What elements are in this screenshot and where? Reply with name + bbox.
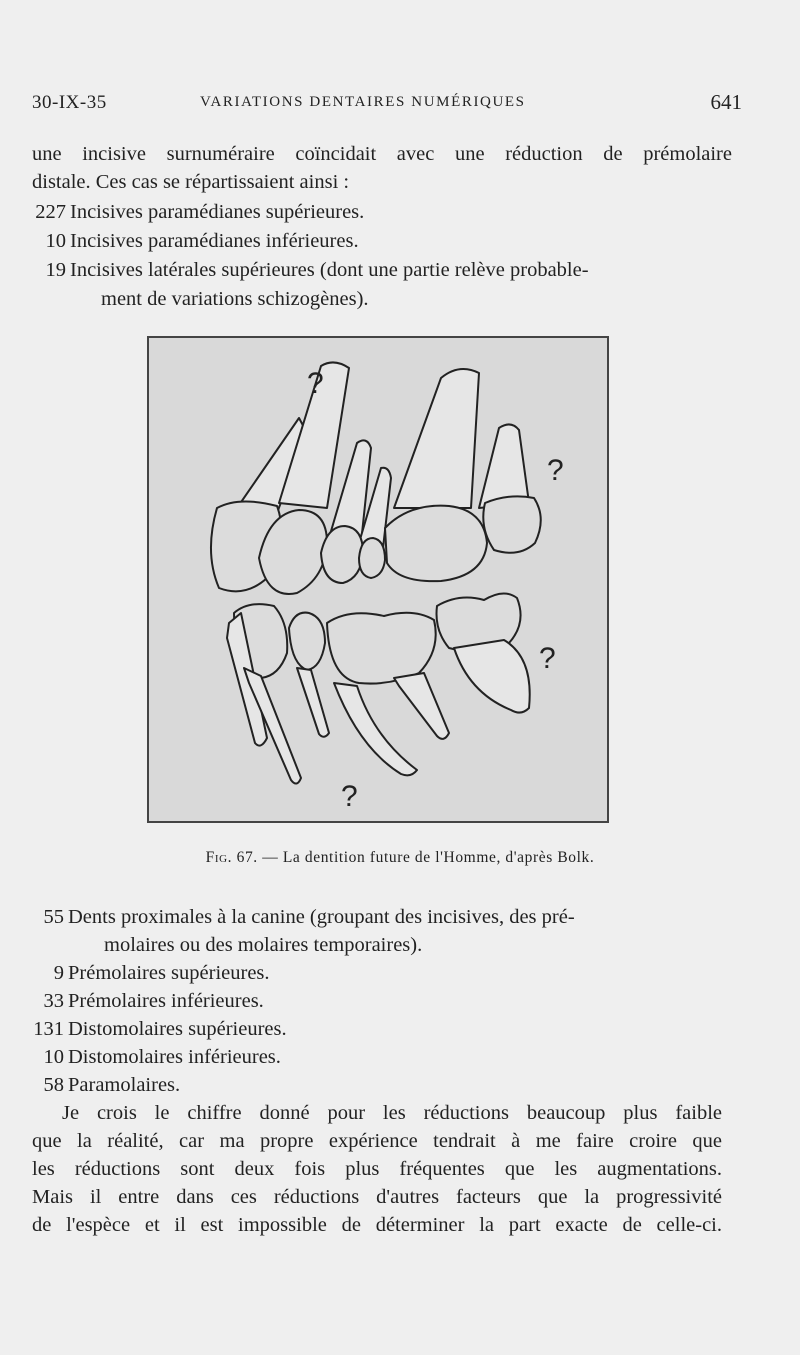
paragraph-line: Je crois le chiffre donné pour les réductions beaucoup plus faible [62,1102,722,1124]
list-item [22,198,364,226]
running-header [32,88,742,122]
paragraph-line: les réductions sont deux fois plus fréquentes que les augmentations. [32,1158,722,1180]
header-title: VARIATIONS DENTAIRES NUMÉRIQUES [200,94,526,110]
list-count: 227 [35,201,66,223]
header-date: 30-IX-35 [32,92,107,113]
intro-line-2: distale. Ces cas se répartissaient ainsi : [32,171,350,193]
list-count: 19 [45,259,66,281]
list-item [20,903,575,931]
list-item [22,227,359,255]
list-text: Paramolaires. [68,1074,181,1096]
list-count: 58 [43,1074,64,1096]
paragraph-line: de l'espèce et il est impossible de déterminer la part exacte de celle-ci. [32,1214,722,1236]
list-text: Prémolaires inférieures. [68,990,264,1012]
list-continuation: molaires ou des molaires temporaires). [104,934,423,956]
list-text: Distomolaires inférieures. [68,1046,281,1068]
list-count: 10 [45,230,66,252]
figure-mark: ? [547,454,564,487]
figure-mark: ? [341,780,358,813]
figure-caption [100,849,700,867]
list-item [20,1015,287,1043]
list-text: Prémolaires supérieures. [68,962,270,984]
dentition-figure [147,336,609,823]
page-number: 641 [710,90,742,114]
list-text: Dents proximales à la canine (groupant des incisives, des pré- [68,906,575,928]
list-count: 10 [43,1046,64,1068]
list-count: 131 [33,1018,64,1040]
list-continuation: ment de variations schizogènes). [101,288,369,310]
list-text: Incisives paramédianes supérieures. [70,201,365,223]
list-text: Distomolaires supérieures. [68,1018,287,1040]
intro-line-1: une incisive surnuméraire coïncidait avec une réduction de prémolaire [32,143,732,165]
list-item [20,959,270,987]
list-count: 33 [43,990,64,1012]
figure-mark: ? [307,367,324,400]
paragraph-line: Mais il entre dans ces réductions d'autres facteurs que la progressivité [32,1186,722,1208]
list-item [20,1071,180,1099]
list-item [20,987,264,1015]
teeth-illustration [149,338,607,821]
list-text: Incisives latérales supérieures (dont une partie relève probable- [70,259,589,281]
figure-mark: ? [539,642,556,675]
list-text: Incisives paramédianes inférieures. [70,230,359,252]
paragraph-line: que la réalité, car ma propre expérience tendrait à me faire croire que [32,1130,722,1152]
list-item [22,256,589,284]
caption-text: — La dentition future de l'Homme, d'après Bolk. [262,849,595,866]
list-item [20,1043,281,1071]
figure-number: Fig. 67. [205,849,258,866]
list-count: 55 [43,906,64,928]
list-count: 9 [53,962,64,984]
